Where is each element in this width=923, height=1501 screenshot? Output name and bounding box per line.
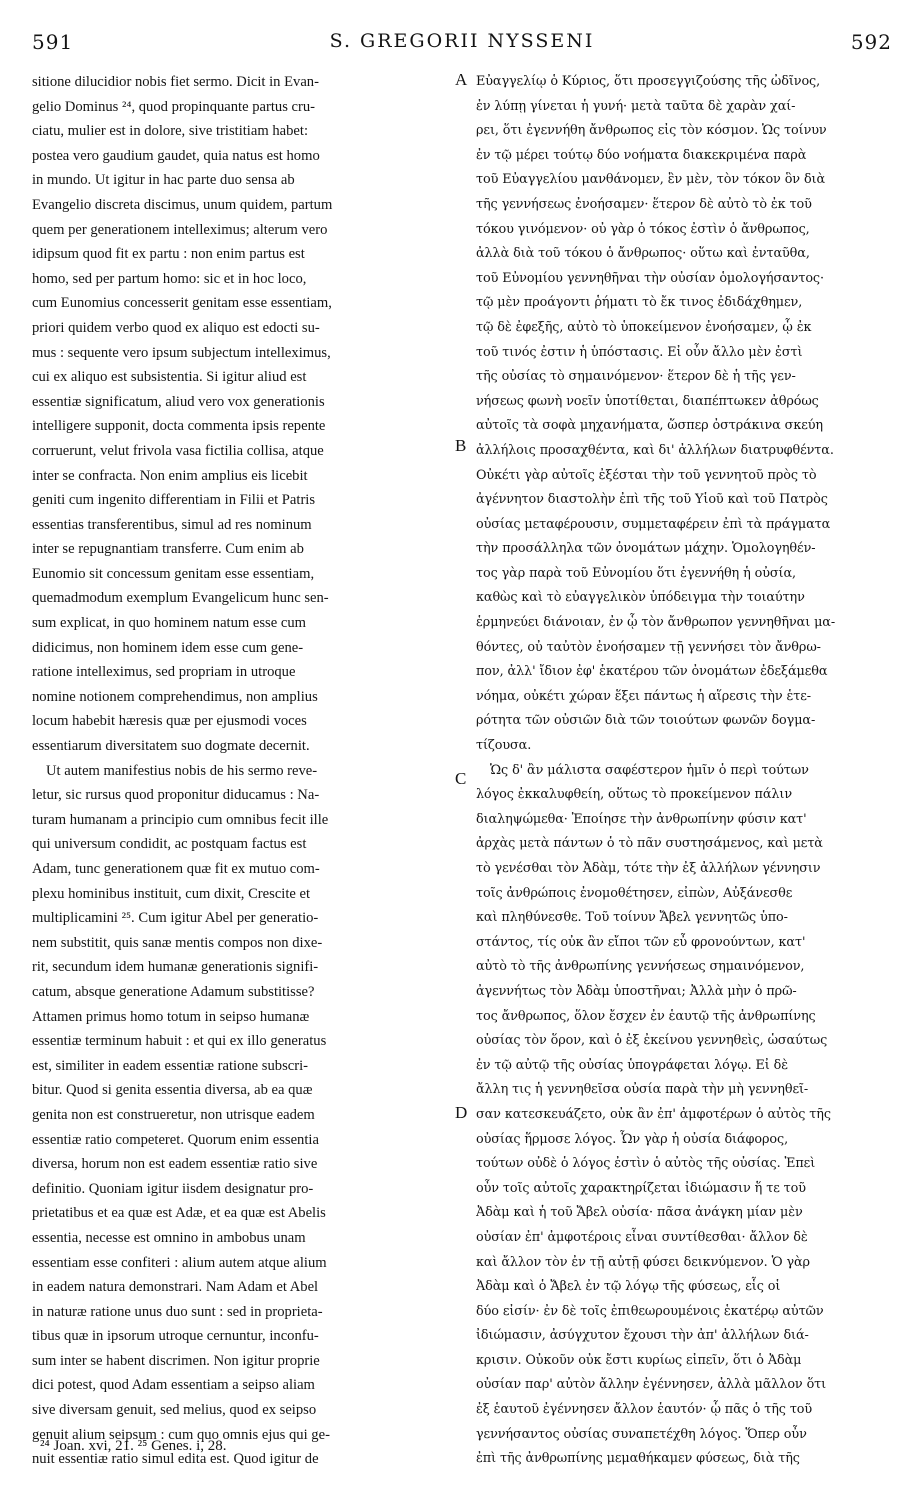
text-line: inter se repugnantiam transferre. Cum enim ab bbox=[32, 541, 304, 558]
text-line: ἀγέννητον διαστολὴν ἐπὶ τῆς τοῦ Υἱοῦ καὶ τοῦ Πατρὸς bbox=[476, 492, 828, 508]
text-line: in naturæ ratione unus duo sunt : sed in proprieta- bbox=[32, 1303, 323, 1320]
text-line: ἀλλήλοις προσαχθέντα, καὶ δι' ἀλλήλων διατρυφθέντα. bbox=[476, 442, 834, 458]
page-number-left: 591 bbox=[32, 30, 74, 54]
text-line: τῷ δὲ ἐφεξῆς, αὐτὸ τὸ ὑποκείμενον ἐνοήσαμεν, ᾧ ἐκ bbox=[476, 319, 812, 335]
text-line: τοῦ Εὐαγγελίου μανθάνομεν, ἓν μὲν, τὸν τόκον ὃν διὰ bbox=[476, 172, 826, 188]
text-line: bitur. Quod si genita essentia diversa, ab ea quæ bbox=[32, 1082, 313, 1099]
text-line: Οὐκέτι γὰρ αὐτοῖς ἐξέσται τὴν τοῦ γεννητοῦ πρὸς τὸ bbox=[476, 467, 817, 483]
text-line: οὖν τοῖς αὐτοῖς χαρακτηρίζεται ἰδιώμασιν ἥ τε τοῦ bbox=[476, 1180, 806, 1196]
text-line: multiplicamini ²⁵. Cum igitur Abel per generatio- bbox=[32, 910, 319, 927]
text-line: ἐν λύπῃ γίνεται ἡ γυνή· μετὰ ταῦτα δὲ χαρὰν χαί- bbox=[476, 98, 796, 114]
text-line: στάντος, τίς οὐκ ἂν εἴποι τῶν εὖ φρονούντων, κατ' bbox=[476, 934, 806, 950]
text-line: tibus quæ in ipsorum utroque cernuntur, inconfu- bbox=[32, 1328, 319, 1345]
text-line: καθὼς καὶ τὸ εὐαγγελικὸν ὑπόδειγμα τὴν τοιαύτην bbox=[476, 590, 805, 606]
text-line: qui universum condidit, ac postquam factus est bbox=[32, 836, 307, 853]
text-line: ratione intelleximus, sed propriam in utroque bbox=[32, 664, 296, 681]
text-line: genita non est construeretur, non utrisque eadem bbox=[32, 1106, 315, 1123]
text-line: in mundo. Ut igitur in hac parte duo sensa ab bbox=[32, 172, 295, 189]
text-line: κρισιν. Οὐκοῦν οὐκ ἔστι κυρίως εἰπεῖν, ὅτι ὁ Ἀδὰμ bbox=[476, 1352, 802, 1368]
text-line: τὴν προσάλληλα τῶν ὀνομάτων μάχην. Ὁμολογηθέν- bbox=[476, 541, 816, 557]
latin-column bbox=[32, 70, 449, 1472]
section-marker-b: B bbox=[455, 436, 467, 455]
text-line: τος γὰρ παρὰ τοῦ Εὐνομίου ὅτι ἐγεννήθη ἡ οὐσία, bbox=[476, 565, 796, 581]
text-line: καὶ ἄλλον τὸν ἐν τῇ αὐτῇ φύσει δεικνύμενον. Ὁ γὰρ bbox=[476, 1254, 810, 1270]
text-line: nuit essentiæ ratio simul edita est. Quod igitur de bbox=[32, 1451, 319, 1468]
text-line: τῆς οὐσίας τὸ σημαινόμενον· ἕτερον δὲ ἡ τῆς γεν- bbox=[476, 369, 796, 385]
text-line: ἰδιώμασιν, ἀσύγχυτον ἔχουσι τὴν ἀπ' ἀλλήλων διά- bbox=[476, 1328, 809, 1344]
text-line: νήσεως φωνὴ νοεῖν ὑποτίθεται, διαπέπτωκεν ἀθρόως bbox=[476, 393, 819, 409]
text-line: τοῦ Εὐνομίου γεννηθῆναι τὴν οὐσίαν ὁμολογήσαντος· bbox=[476, 270, 824, 286]
text-line: Adam, tunc generationem quæ fit ex mutuo com- bbox=[32, 861, 320, 877]
text-line: definitio. Quoniam igitur iisdem designatur pro- bbox=[32, 1180, 314, 1197]
text-line: mus : sequente vero ipsum subjectum intelleximus, bbox=[32, 344, 331, 361]
text-line: διαληψώμεθα· Ἐποίησε τὴν ἀνθρωπίνην φύσιν κατ' bbox=[476, 811, 807, 827]
text-line: Eunomio sit concessum genitam esse essentiam, bbox=[32, 565, 315, 582]
text-line: τοῦ τινός ἐστιν ἡ ὑπόστασις. Εἰ οὖν ἄλλο μὲν ἐστὶ bbox=[476, 344, 803, 360]
text-line: οὐσίαν παρ' αὐτὸν ἄλλην ἐγέννησεν, ἀλλὰ μᾶλλον ὅτι bbox=[476, 1377, 827, 1393]
text-line: οὐσίας τὸν ὅρον, καὶ ὁ ἐξ ἐκείνου γεννηθεὶς, ὡσαύτως bbox=[476, 1033, 828, 1049]
text-line: δύο εἰσίν· ἐν δὲ τοῖς ἐπιθεωρουμένοις ἑκατέρῳ αὐτῶν bbox=[476, 1303, 824, 1319]
section-marker-c: C bbox=[455, 769, 467, 788]
text-line: πον, ἀλλ' ἴδιον ἐφ' ἑκατέρου τῶν ὀνομάτων ἐδεξάμεθα bbox=[476, 664, 828, 680]
text-line: Ὡς δ' ἂν μάλιστα σαφέστερον ἡμῖν ὁ περὶ τούτων bbox=[490, 762, 809, 778]
text-line: essentia, necesse est omnino in ambobus unam bbox=[32, 1229, 306, 1246]
text-line: dici potest, quod Adam essentiam a seipso aliam bbox=[32, 1377, 315, 1394]
text-line: τῷ μὲν προάγοντι ῥήματι τὸ ἔκ τινος ἐδιδάχθημεν, bbox=[476, 295, 803, 311]
text-line: ρότητα τῶν οὐσιῶν διὰ τῶν τοιούτων φωνῶν δογμα- bbox=[476, 713, 816, 729]
text-line: intelligere supponit, docta commenta ipsis repente bbox=[32, 418, 326, 435]
text-line: ἑρμηνεύει διάνοιαν, ἐν ᾧ τὸν ἄνθρωπον γεννηθῆναι μα- bbox=[476, 615, 836, 631]
text-line: ἀλλὰ διὰ τοῦ τόκου ὁ ἄνθρωπος· οὕτω καὶ ἐνταῦθα, bbox=[476, 246, 810, 262]
text-line: in eadem natura demonstrari. Nam Adam et Abel bbox=[32, 1279, 319, 1296]
text-line: Evangelio discreta discimus, unum quidem, partum bbox=[32, 196, 333, 213]
text-line: essentiarum diversitatem suo dogmate decernit. bbox=[32, 738, 310, 755]
section-marker-a: A bbox=[455, 70, 468, 89]
text-line: locum habebit hæresis quæ per ejusmodi voces bbox=[32, 713, 307, 730]
text-line: essentiæ significatum, aliud vero vox generationis bbox=[32, 393, 325, 410]
text-line: σαν κατεσκευάζετο, οὐκ ἂν ἐπ' ἀμφοτέρων ὁ αὐτὸς τῆς bbox=[476, 1106, 831, 1122]
text-line: ἐπὶ τῆς ἀνθρωπίνης μεμαθήκαμεν φύσεως, διὰ τῆς bbox=[476, 1451, 800, 1467]
text-line: turam humanam a principio cum omnibus fecit ille bbox=[32, 811, 329, 828]
text-line: quemadmodum exemplum Evangelicum hunc sen- bbox=[32, 590, 329, 607]
text-line: quem per generationem intelleximus; alterum vero bbox=[32, 221, 328, 238]
text-line: καὶ πληθύνεσθε. Τοῦ τοίνυν Ἄβελ γεννητῶς ὑπο- bbox=[476, 910, 788, 926]
text-line: λόγος ἐκκαλυφθείη, οὕτως τὸ προκείμενον πάλιν bbox=[476, 787, 793, 803]
text-line: plexu hominibus instituit, cum dixit, Crescite et bbox=[32, 885, 311, 902]
text-line: ἐξ ἑαυτοῦ ἐγέννησεν ἄλλον ἑαυτόν· ᾧ πᾶς ὁ τῆς τοῦ bbox=[476, 1402, 813, 1418]
text-line: ἐν τῷ αὐτῷ τῆς οὐσίας ὑπογράφεται λόγῳ. Εἰ δὲ bbox=[476, 1057, 789, 1073]
text-line: τούτων οὐδὲ ὁ λόγος ἐστὶν ὁ αὐτὸς τῆς οὐσίας. Ἐπεὶ bbox=[476, 1156, 816, 1172]
text-line: Ἀδὰμ καὶ ὁ Ἄβελ ἐν τῷ λόγῳ τῆς φύσεως, εἷς οἱ bbox=[476, 1279, 781, 1295]
text-line: τὸ γενέσθαι τὸν Ἀδὰμ, τότε τὴν ἐξ ἀλλήλων γέννησιν bbox=[476, 861, 821, 876]
text-line: catum, absque generatione Adamum substitisse? bbox=[32, 983, 315, 1000]
text-line: est, similiter in eadem essentiæ ratione subscri- bbox=[32, 1057, 308, 1074]
text-line: τίζουσα. bbox=[476, 738, 532, 754]
text-line: sum inter se habent discrimen. Non igitur proprie bbox=[32, 1352, 320, 1369]
section-marker-d: D bbox=[455, 1103, 468, 1122]
text-line: οὐσίας μεταφέρουσιν, συμμεταφέρειν ἐπὶ τὰ πράγματα bbox=[476, 516, 831, 532]
text-line: τόκου γινόμενον· οὐ γὰρ ὁ τόκος ἐστὶν ὁ ἄνθρωπος, bbox=[476, 221, 810, 237]
text-line: nem substitit, quis sanæ mentis compos non dixe- bbox=[32, 934, 323, 951]
greek-column bbox=[476, 70, 892, 1472]
text-line: οὐσίας ἥρμοσε λόγος. Ὧν γὰρ ἡ οὐσία διάφορος, bbox=[476, 1131, 789, 1147]
text-line: letur, sic rursus quod proponitur diducamus : Na- bbox=[32, 787, 320, 804]
text-line: νόημα, οὐκέτι χώραν ἕξει πάντως ἡ αἵρεσις τὴν ἑτε- bbox=[476, 688, 811, 704]
text-line: gelio Dominus ²⁴, quod propinquante partus cru- bbox=[32, 98, 316, 115]
text-line: postea vero gaudium gaudet, quia natus est homo bbox=[32, 147, 320, 164]
text-line: τος ἄνθρωπος, ὅλον ἔσχεν ἐν ἑαυτῷ τῆς ἀνθρωπίνης bbox=[476, 1008, 816, 1024]
text-line: homo, sed per partum homo: sic et in hoc loco, bbox=[32, 270, 307, 287]
text-line: ἐν τῷ μέρει τούτῳ δύο νοήματα διακεκριμένα παρὰ bbox=[476, 147, 807, 163]
text-line: rit, secundum idem humanæ generationis signifi- bbox=[32, 959, 319, 976]
page-header bbox=[32, 30, 892, 60]
text-line: τῆς γεννήσεως ἐνοήσαμεν· ἕτερον δὲ αὐτὸ τὸ ἐκ τοῦ bbox=[476, 196, 812, 212]
text-line: genuit alium seipsum : cum quo omnis ejus qui ge- bbox=[32, 1426, 330, 1443]
text-line: essentiam esse confiteri : alium autem atque alium bbox=[32, 1254, 327, 1271]
text-line: γεννήσαντος οὐσίας συναπετέχθη λόγος. Ὅπερ οὖν bbox=[476, 1426, 807, 1442]
text-line: inter se confracta. Non enim amplius eis licebit bbox=[32, 467, 308, 484]
text-line: ἄλλη τις ἡ γεννηθεῖσα οὐσία παρὰ τὴν μὴ γεννηθεῖ- bbox=[476, 1082, 809, 1098]
text-line: cui ex aliquo est subsistentia. Si igitur aliud est bbox=[32, 369, 307, 386]
text-line: geniti cum ingenito differentiam in Filii et Patris bbox=[32, 492, 316, 509]
text-line: idipsum quod fit ex partu : non enim partus est bbox=[32, 246, 305, 263]
text-line: οὐσίαν ἐπ' ἀμφοτέροις εἶναι συντίθεσθαι· ἄλλον δὲ bbox=[476, 1229, 808, 1245]
text-line: didicimus, non hominem idem esse cum gene- bbox=[32, 639, 304, 656]
text-line: ciatu, mulier est in dolore, sive tristitiam habet: bbox=[32, 123, 308, 140]
text-line: essentiæ ratio competeret. Quorum enim essentia bbox=[32, 1131, 319, 1148]
text-line: ἀγεννήτως τὸν Ἀδὰμ ὑποστῆναι; Ἀλλὰ μὴν ὁ πρῶ- bbox=[476, 983, 797, 999]
text-line: corruerunt, velut frivola vasa fictilia collisa, atque bbox=[32, 442, 324, 459]
text-line: sive diversam genuit, sed melius, quod ex seipso bbox=[32, 1402, 317, 1419]
running-title: S. GREGORII NYSSENI bbox=[329, 30, 595, 52]
text-line: ἀρχὰς μετὰ πάντων ὁ τὸ πᾶν συστησάμενος, καὶ μετὰ bbox=[476, 836, 823, 852]
text-line: essentias transferentibus, simul ad res nominum bbox=[32, 516, 312, 533]
text-line: sum explicat, in quo hominem natum esse cum bbox=[32, 615, 306, 632]
text-line: τοῖς ἀνθρώποις ἐνομοθέτησεν, εἰπὼν, Αὐξάνεσθε bbox=[476, 885, 793, 901]
footnotes: ²⁴ Joan. xvi, 21. ²⁵ Genes. i, 28. bbox=[40, 1438, 227, 1454]
text-line: essentiæ terminum habuit : et qui ex illo generatus bbox=[32, 1033, 327, 1050]
text-line: θόντες, οὐ ταὐτὸν ἐνοήσαμεν τῇ γεννήσει τὸν ἄνθρω- bbox=[476, 639, 821, 655]
text-line: Ἀδὰμ καὶ ἡ τοῦ Ἄβελ οὐσία· πᾶσα ἀνάγκη μίαν μὲν bbox=[476, 1205, 803, 1221]
text-line: Ut autem manifestius nobis de his sermo reve- bbox=[46, 762, 318, 779]
text-line: ρει, ὅτι ἐγεννήθη ἄνθρωπος εἰς τὸν κόσμον. Ὡς τοίνυν bbox=[476, 123, 827, 139]
text-line: Εὐαγγελίῳ ὁ Κύριος, ὅτι προσεγγιζούσης τῆς ὠδῖνος, bbox=[476, 74, 821, 89]
page-number-right: 592 bbox=[850, 30, 892, 54]
text-line: αὐτοῖς τὰ σοφὰ μηχανήματα, ὥσπερ ὀστράκινα σκεύη bbox=[476, 418, 823, 434]
text-line: prietatibus et ea quæ est Adæ, et ea quæ est Abelis bbox=[32, 1205, 326, 1222]
text-line: αὐτὸ τὸ τῆς ἀνθρωπίνης γεννήσεως σημαινόμενον, bbox=[476, 959, 805, 975]
text-line: Attamen primus homo totum in seipso humanæ bbox=[32, 1008, 310, 1025]
text-line: priori quidem verbo quod ex aliquo est edocti su- bbox=[32, 319, 320, 336]
text-line: cum Eunomius concesserit genitam esse essentiam, bbox=[32, 295, 332, 312]
text-line: sitione dilucidior nobis fiet sermo. Dicit in Evan- bbox=[32, 74, 319, 90]
text-line: nomine notionem comprehendimus, non amplius bbox=[32, 688, 318, 705]
text-line: diversa, horum non est eadem essentiæ ratio sive bbox=[32, 1156, 318, 1173]
